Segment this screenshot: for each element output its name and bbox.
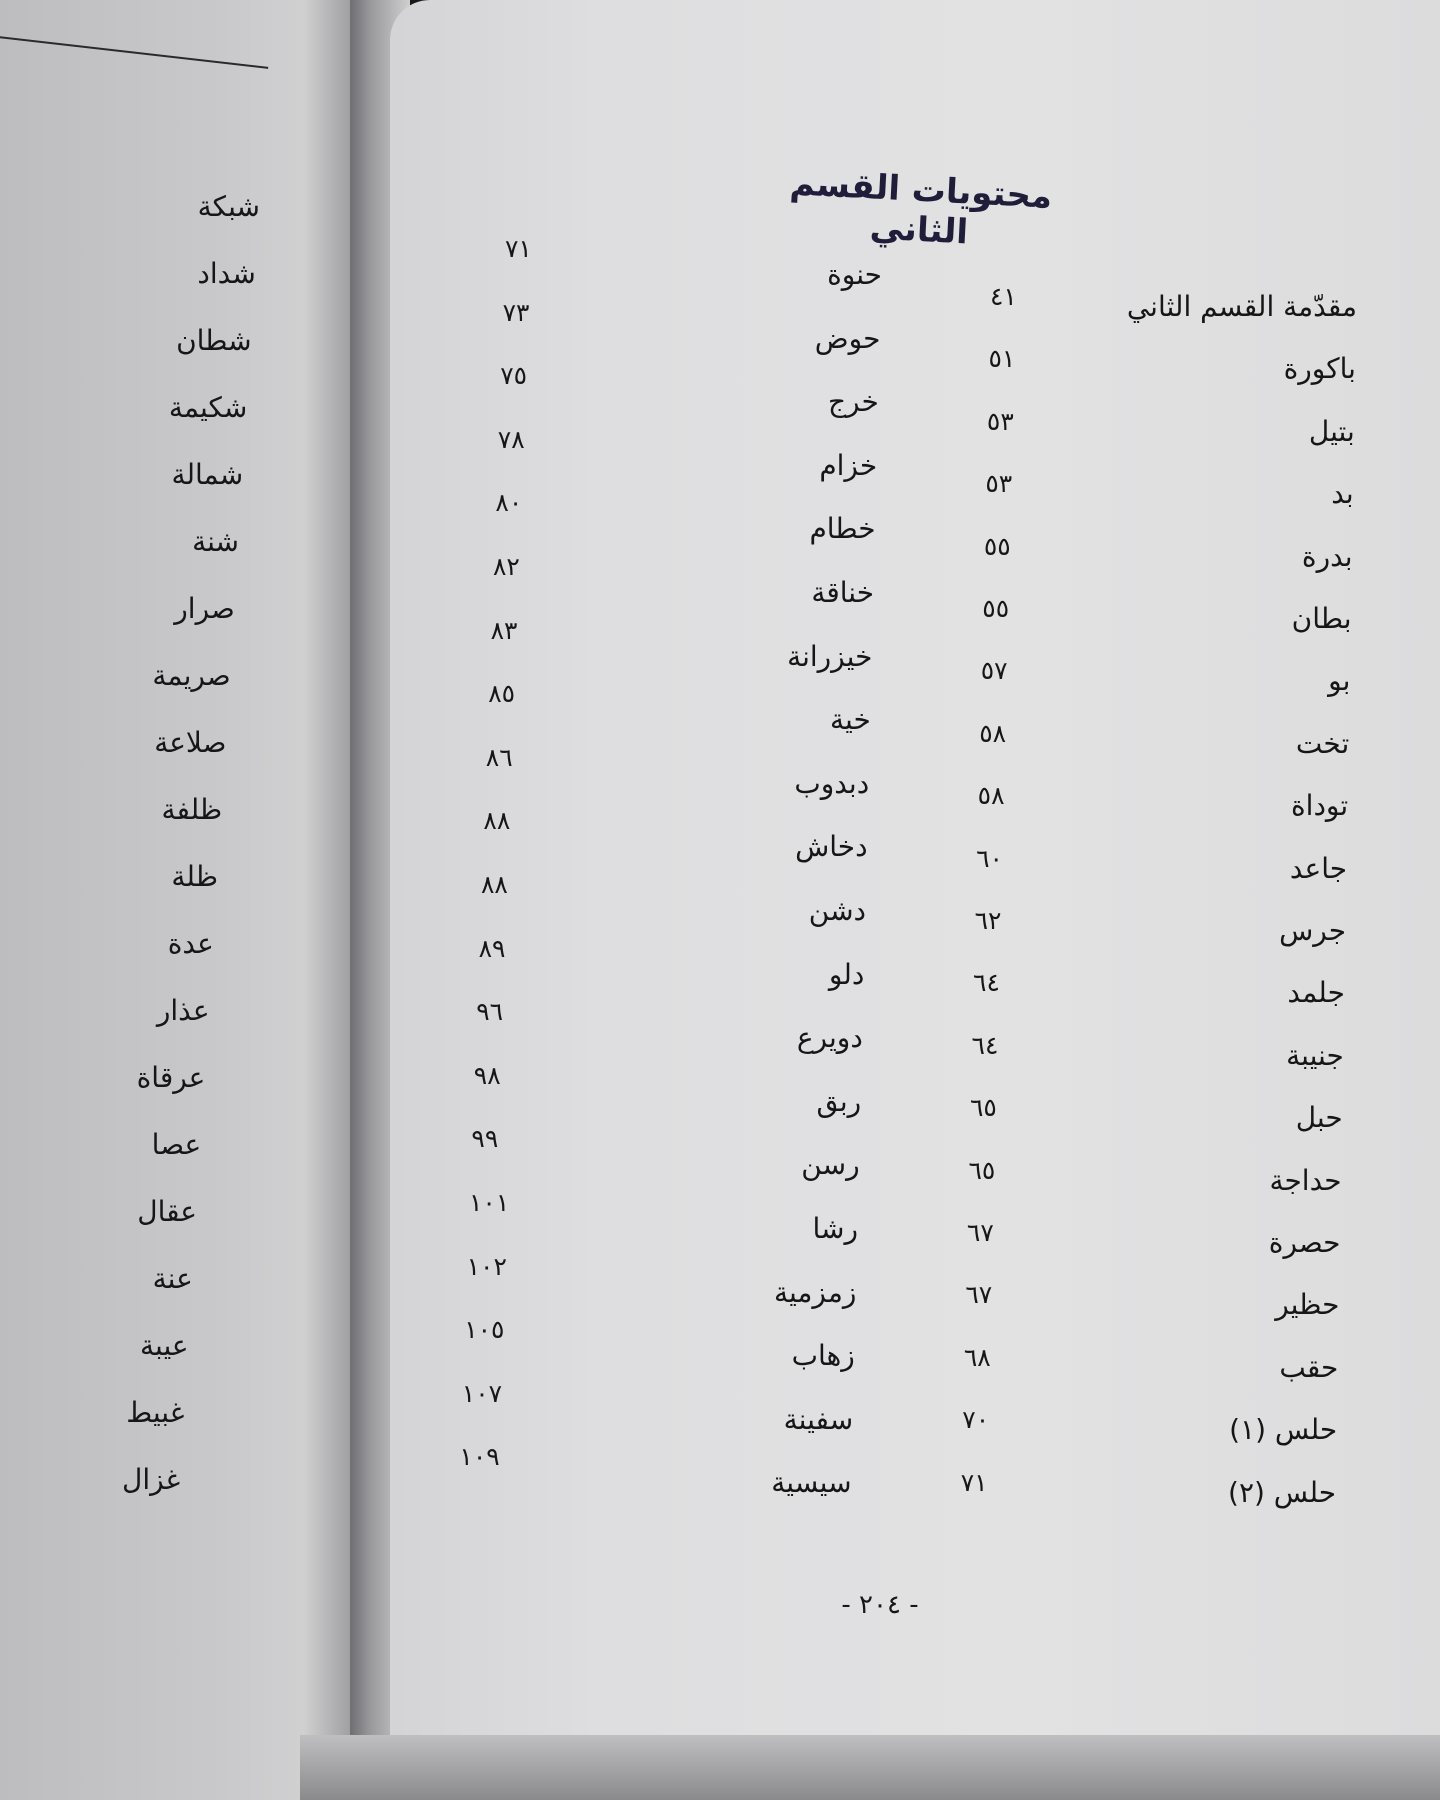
left-page-entry-word: ظلة bbox=[171, 860, 218, 893]
toc-entry-word: توداة bbox=[1291, 789, 1349, 823]
toc-entry-page: ٥٥ bbox=[982, 594, 1010, 623]
toc-entry-page: ٦٧ bbox=[965, 1280, 993, 1310]
toc-entry-word: تخت bbox=[1295, 726, 1350, 760]
right-page bbox=[390, 0, 1440, 1800]
toc-entry-word: خزام bbox=[819, 448, 878, 482]
toc-entry-page: ١٠١ bbox=[469, 1188, 510, 1217]
left-page-entry-word: عذار bbox=[156, 994, 210, 1027]
toc-entry-word: بد bbox=[1331, 477, 1354, 511]
toc-entry-word: جاعد bbox=[1289, 851, 1348, 885]
left-page-entry-word: غزال bbox=[121, 1463, 181, 1496]
toc-entry-page: ٤١ bbox=[990, 282, 1017, 311]
toc-entry-word: جنيبة bbox=[1286, 1038, 1344, 1072]
toc-entry-word: سفينة bbox=[783, 1402, 854, 1436]
toc-entry-page: ٨٠ bbox=[495, 488, 523, 518]
toc-entry-page: ٦٤ bbox=[971, 1030, 999, 1060]
toc-entry-word: حقب bbox=[1279, 1350, 1339, 1384]
toc-entry-page: ٨٣ bbox=[490, 615, 518, 645]
toc-entry-page: ٦٥ bbox=[968, 1155, 996, 1185]
toc-entry-page: ٥٥ bbox=[983, 531, 1011, 561]
toc-entry-word: جلمد bbox=[1287, 976, 1345, 1010]
toc-entry-word: سيسية bbox=[771, 1466, 852, 1500]
left-page-entry-word: عدة bbox=[167, 927, 214, 960]
page-edge-line bbox=[0, 34, 268, 69]
toc-entry-word: زهاب bbox=[791, 1339, 855, 1373]
toc-entry-word: بدرة bbox=[1301, 539, 1353, 573]
toc-entry-page: ٧٠ bbox=[962, 1405, 990, 1435]
toc-entry-page: ٩٦ bbox=[476, 997, 504, 1027]
left-page-entry-word: شنة bbox=[192, 525, 239, 558]
toc-entry-word: خيزرانة bbox=[787, 639, 873, 673]
toc-entry-word: بطان bbox=[1291, 602, 1352, 635]
toc-entry-word: دشن bbox=[808, 894, 866, 927]
toc-entry-page: ٧١ bbox=[960, 1467, 988, 1497]
left-page-entry-word: ظلفة bbox=[161, 793, 223, 826]
toc-entry-word: رشا bbox=[812, 1212, 858, 1245]
toc-entry-word: دبدوب bbox=[794, 766, 870, 800]
toc-entry-page: ١٠٧ bbox=[461, 1378, 503, 1408]
toc-entry-page: ٥٨ bbox=[979, 718, 1007, 748]
left-page-entry-word: صرار bbox=[174, 592, 235, 625]
left-page-entry-word: عنة bbox=[152, 1262, 193, 1295]
toc-entry-page: ٧١ bbox=[505, 234, 532, 263]
toc-entry-page: ٦٥ bbox=[969, 1093, 997, 1123]
toc-entry-page: ١٠٩ bbox=[459, 1442, 500, 1472]
toc-entry-page: ٨٩ bbox=[478, 933, 506, 963]
toc-entry-word: حبل bbox=[1295, 1101, 1343, 1135]
left-page bbox=[0, 0, 370, 1800]
left-page-entry-word: شطان bbox=[176, 324, 252, 357]
toc-entry-page: ٦٧ bbox=[966, 1218, 994, 1247]
toc-entry-word: خرج bbox=[827, 385, 879, 419]
toc-entry-word: بو bbox=[1328, 664, 1351, 698]
toc-entry-page: ٨٨ bbox=[483, 806, 511, 836]
toc-entry-page: ٦٨ bbox=[963, 1342, 991, 1372]
toc-entry-page: ٦٤ bbox=[973, 968, 1000, 998]
toc-entry-word: بتيل bbox=[1308, 414, 1355, 448]
toc-entry-page: ٧٥ bbox=[500, 361, 528, 391]
toc-entry-page: ٩٩ bbox=[471, 1124, 499, 1154]
left-page-entry-word: عصا bbox=[151, 1128, 202, 1161]
toc-entry-page: ٩٨ bbox=[473, 1060, 501, 1090]
toc-entry-page: ٥٨ bbox=[977, 781, 1005, 811]
toc-entry-page: ٥٣ bbox=[985, 469, 1013, 499]
toc-entry-page: ٨٢ bbox=[493, 552, 520, 581]
toc-entry-page: ٥٣ bbox=[986, 406, 1014, 436]
toc-entry-word: خية bbox=[830, 703, 871, 737]
toc-entry-word: حنوة bbox=[827, 258, 882, 291]
toc-entry-page: ١٠٥ bbox=[464, 1315, 505, 1345]
toc-entry-word: دخاش bbox=[795, 830, 868, 864]
left-page-entry-word: صريمة bbox=[152, 659, 231, 692]
left-page-entry-word: شكيمة bbox=[168, 391, 248, 424]
toc-entry-word: رسن bbox=[801, 1148, 860, 1182]
left-page-entry-word: صلاعة bbox=[154, 726, 227, 759]
toc-entry-word: حداجة bbox=[1269, 1163, 1342, 1197]
page-number: - ٢٠٤ - bbox=[841, 1590, 919, 1620]
toc-entry-word: خطام bbox=[809, 512, 876, 546]
toc-entry-word: حلس (١) bbox=[1229, 1413, 1338, 1447]
toc-entry-word: باكورة bbox=[1283, 352, 1356, 386]
toc-entry-word: مقدّمة القسم الثاني bbox=[1126, 290, 1357, 323]
toc-entry-word: حصرة bbox=[1268, 1226, 1341, 1259]
left-page-entry-word: غبيط bbox=[126, 1396, 185, 1429]
toc-entry-page: ٧٣ bbox=[502, 297, 530, 327]
toc-entry-page: ٧٨ bbox=[497, 424, 525, 454]
toc-entry-word: دلو bbox=[828, 957, 865, 991]
toc-entry-page: ١٠٢ bbox=[466, 1251, 507, 1281]
toc-entry-page: ٨٥ bbox=[488, 679, 516, 709]
toc-entry-word: حظير bbox=[1275, 1288, 1340, 1322]
toc-entry-word: زمزمية bbox=[773, 1275, 857, 1309]
toc-entry-page: ٦٠ bbox=[976, 843, 1003, 873]
left-page-entry-word: عيبة bbox=[139, 1329, 189, 1362]
toc-entry-word: جرس bbox=[1279, 914, 1346, 947]
page-bottom-shadow bbox=[300, 1735, 1440, 1800]
left-page-entry-word: شمالة bbox=[171, 458, 244, 491]
toc-entry-word: خناقة bbox=[811, 576, 874, 609]
left-page-entry-word: عقال bbox=[137, 1195, 197, 1228]
left-page-entry-word: شبكة bbox=[197, 190, 260, 223]
left-page-entry-word: شداد bbox=[197, 257, 256, 290]
toc-entry-page: ٥٧ bbox=[980, 656, 1008, 686]
toc-entry-page: ٥١ bbox=[988, 344, 1016, 374]
toc-entry-word: ربق bbox=[816, 1084, 862, 1118]
toc-entry-page: ٨٦ bbox=[485, 742, 513, 772]
left-page-entry-word: عرقاة bbox=[136, 1061, 206, 1094]
toc-entry-word: حوض bbox=[814, 321, 881, 355]
toc-entry-page: ٦٢ bbox=[974, 906, 1002, 935]
page-title: محتويات القسم الثاني bbox=[788, 163, 1054, 253]
toc-entry-word: دويرع bbox=[796, 1021, 863, 1055]
toc-entry-page: ٨٨ bbox=[481, 870, 508, 899]
toc-entry-word: حلس (٢) bbox=[1228, 1475, 1337, 1509]
